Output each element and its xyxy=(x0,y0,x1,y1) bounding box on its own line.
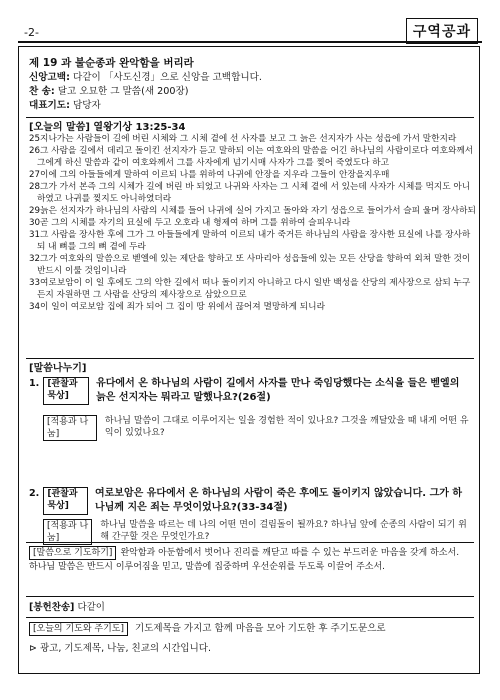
divider xyxy=(26,596,474,597)
verse-28: 28그가 가서 본즉 그의 시체가 길에 버린 바 되었고 나귀와 사자는 그 시체 곁에 서 있는데 사자가 시체를 먹지도 아니하였고 나귀를 찢지도 아니하였더라 xyxy=(29,182,471,204)
question-number: 1. xyxy=(29,378,40,389)
lesson-info xyxy=(29,71,262,113)
info-value: 다같이 「사도신경」으로 신앙을 고백합니다. xyxy=(72,72,262,83)
closing-text: 기도제목을 가지고 함께 마음을 모아 기도한 후 주기도문으로 xyxy=(135,623,386,634)
prayer-section xyxy=(29,546,469,574)
verse-26: 26그 사람을 길에서 데리고 돌이킨 선지자가 듣고 말하되 이는 여호와의 말씀을 어긴 하나님의 사람이로다 여호와께서 그에게 하신 말씀과 같이 여호와께서 그를 사자에게 넘기시매 사자가 그를 찢어 죽였도다 하고 xyxy=(29,146,474,168)
header-divider xyxy=(18,41,482,43)
offering-heading: [봉헌찬송] xyxy=(29,602,75,613)
divider xyxy=(26,542,474,543)
info-value: 담당자 xyxy=(72,100,101,111)
divider xyxy=(26,358,474,359)
question-2 xyxy=(29,487,469,545)
question-1 xyxy=(29,377,469,441)
lesson-title: 제 19 과 불순종과 완악함을 버리라 xyxy=(29,57,194,69)
question-text: 여로보암은 유다에서 온 하나님의 사람이 죽은 후에도 돌이키지 않았습니다. 그가 하나님께 지은 죄는 무엇이었나요?(33-34절) xyxy=(94,488,463,513)
closing-section xyxy=(29,622,469,656)
discussion-heading: [말씀나누기] xyxy=(29,363,87,374)
verse-29: 29늙은 선지자가 하나님의 사람의 시체를 들어 나귀에 실어 가지고 돌아와 자기 성읍으로 들어가서 슬피 울며 장사하되 xyxy=(29,206,476,216)
scripture-reference: 열왕기상 13:25-34 xyxy=(93,122,186,133)
observation-label: [관찰과 묵상] xyxy=(43,487,88,515)
closing-heading: [오늘의 기도와 주기도] xyxy=(29,622,128,636)
info-prayer-leader xyxy=(29,99,262,113)
info-hymn xyxy=(29,85,262,99)
verse-31: 31그 사람을 장사한 후에 그가 그 아들들에게 말하여 이르되 내가 죽거든 하나님의 사람을 장사한 묘실에 나를 장사하되 내 뼈를 그의 뼈 곁에 두라 xyxy=(29,230,471,252)
question-1-row xyxy=(29,377,469,405)
scripture-heading: [오늘의 말씀] xyxy=(29,122,90,133)
verse-25: 25지나가는 사람들이 길에 버린 시체와 그 시체 곁에 선 사자를 보고 그 늙은 선지자가 사는 성읍에 가서 말한지라 xyxy=(29,134,457,144)
info-key: 찬 송: xyxy=(29,86,55,97)
info-confession xyxy=(29,71,262,85)
page-number: -2- xyxy=(24,26,39,39)
observation-label: [관찰과 묵상] xyxy=(43,377,89,405)
question-text: 유다에서 온 하나님의 사람이 길에서 사자를 만나 죽임당했다는 소식을 들은 벧엘의 늙은 선지자는 뭐라고 말했나요?(26절) xyxy=(96,378,460,403)
prayer-heading: [말씀으로 기도하기] xyxy=(29,546,116,560)
verse-34: 34이 일이 여로보암 집에 죄가 되어 그 집이 땅 위에서 끊어져 멸망하게 되니라 xyxy=(29,302,325,312)
info-key: 대표기도: xyxy=(29,100,70,111)
divider xyxy=(26,117,474,118)
apply-text: 하나님 말씀을 따르는 데 나의 어떤 면이 걸림돌이 될까요? 하나님 앞에 순종의 사람이 되기 위해 간구할 것은 무엇인가요? xyxy=(100,520,467,542)
announcement: ⊳ 광고, 기도제목, 나눔, 친교의 시간입니다. xyxy=(29,643,211,654)
offering-text: 다같이 xyxy=(77,602,105,613)
scripture-verses xyxy=(29,133,477,313)
verse-33: 33여로보암이 이 일 후에도 그의 악한 길에서 떠나 돌이키지 아니하고 다시 일반 백성을 산당의 제사장으로 삼되 누구든지 자원하면 그 사람을 산당의 제사장으로 삼았으므로 xyxy=(29,278,471,300)
apply-label: [적용과 나눔] xyxy=(43,519,92,545)
prayer-text: 완악함과 아둔함에서 벗어나 진리를 깨닫고 따를 수 있는 부드러운 마음을 갖게 하소서. 하나님 말씀은 반드시 이루어짐을 믿고, 말씀에 집중하며 우선순위를 두도록 이끌어 주소서. xyxy=(29,548,460,572)
divider xyxy=(26,617,474,618)
info-key: 신앙고백: xyxy=(29,72,70,83)
offering-section xyxy=(29,601,105,615)
closing-row xyxy=(29,622,469,636)
verse-27: 27이에 그의 아들들에게 말하여 이르되 나를 위하여 나귀에 안장을 지우라 그들이 안장을지우매 xyxy=(29,170,390,180)
verse-30: 30곧 그의 시체를 자기의 묘실에 두고 오호라 내 형제여 하며 그를 위하여 슬피우니라 xyxy=(29,218,351,228)
verse-32: 32그가 여호와의 말씀으로 벧엘에 있는 제단을 향하고 또 사마리아 성읍들에 있는 모든 산당을 향하여 외쳐 말한 것이 반드시 이룰 것임이니라 xyxy=(29,254,471,276)
question-number: 2. xyxy=(29,488,40,499)
section-title: 구역공과 xyxy=(406,18,478,44)
info-value: 달고 오묘한 그 말씀(새 200장) xyxy=(57,86,189,97)
question-2-row xyxy=(29,487,469,515)
apply-text: 하나님 말씀이 그대로 이루어지는 일을 경험한 적이 있나요? 그것을 깨달았을 때 내게 어떤 유익이 있었나요? xyxy=(104,416,469,438)
apply-1-row xyxy=(29,415,469,441)
apply-label: [적용과 나눔] xyxy=(43,415,97,441)
